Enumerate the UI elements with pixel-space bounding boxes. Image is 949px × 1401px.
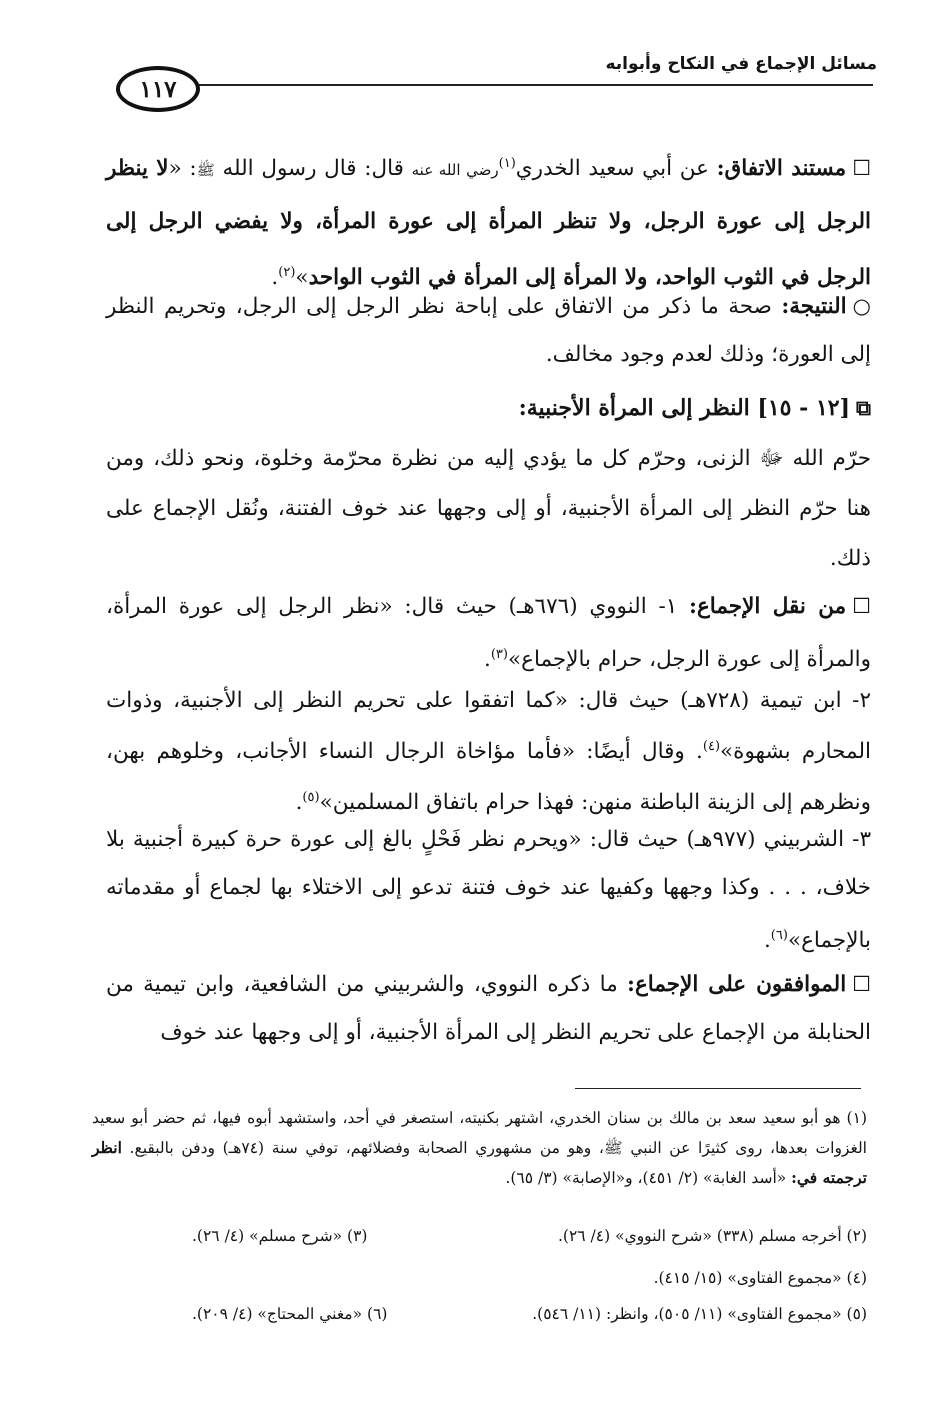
square-bullet-icon: ☐ — [852, 156, 872, 181]
text: . — [763, 928, 771, 954]
text: ١- النووي (٦٧٦هـ) حيث قال: «نظر الرجل إلى عورة المرأة، والمرأة إلى عورة الرجل، حرام بالإجماع» — [106, 594, 871, 673]
label-transmitters: من نقل الإجماع: — [689, 594, 847, 619]
footnote-ref: (١) — [498, 156, 516, 171]
text: قال: قال رسول الله — [214, 156, 412, 182]
label-agreeing: الموافقون على الإجماع: — [627, 972, 847, 997]
footnote-rule — [575, 1088, 861, 1089]
footnote-ref: (٢) — [278, 265, 296, 281]
footnote-5: (٥) «مجموع الفتاوى» (١١/ ٥٠٥)، وانظر: (١١/ ٥٤٦). — [532, 1305, 867, 1323]
text: عن أبي سعيد الخدري — [515, 156, 717, 182]
header-rule — [190, 84, 873, 86]
text: » — [295, 265, 309, 291]
honorific-icon: رضي الله عنه — [411, 161, 499, 180]
paragraph-ibn-taymiyya — [106, 678, 871, 826]
paragraph-intro: حرّم الله ﷻ الزنى، وحرّم كل ما يؤدي إليه من نظرة محرّمة وخلوة، ونحو ذلك، ومن هنا حرّم النظر إلى المرأة الأجنبية، أو إلى وجهها عند خوف الفتنة، ونُقل الإجماع على ذلك. — [106, 446, 871, 571]
text: «أسد الغابة» (٢/ ٤٥١)، و«الإصابة» (٣/ ٦٥). — [505, 1169, 792, 1187]
footnote-2: (٢) أخرجه مسلم (٣٣٨) «شرح النووي» (٤/ ٢٦). — [557, 1227, 867, 1245]
footnote-3: (٣) «شرح مسلم» (٤/ ٢٦). — [192, 1227, 368, 1245]
page-number: ١١٧ — [116, 66, 200, 112]
footnote-ref: (٣) — [490, 647, 508, 662]
circle-bullet-icon: ○ — [852, 294, 871, 318]
label-evidence: مستند الاتفاق: — [716, 156, 847, 182]
footnote-4: (٤) «مجموع الفتاوى» (١٥/ ٤١٥). — [653, 1269, 867, 1287]
footnote-ref: (٥) — [302, 790, 320, 806]
heading-text: [١٢ - ١٥] النظر إلى المرأة الأجنبية: — [518, 395, 850, 421]
footnote-6: (٦) «مغني المحتاج» (٤/ ٢٠٩). — [192, 1305, 388, 1323]
text: ما ذكره النووي، والشربيني من الشافعية، وابن تيمية من الحنابلة من الإجماع على تحريم النظر إلى المرأة الأجنبية، أو إلى وجهها عند خوف — [106, 972, 871, 1045]
hadith-text: لا ينظر الرجل إلى عورة الرجل، ولا تنظر المرأة إلى عورة المرأة، ولا يفضي الرجل إلى الرجل في الثوب الواحد، ولا المرأة إلى المرأة في الثوب الواحد — [106, 156, 871, 291]
text: : « — [168, 156, 197, 182]
running-title: مسائل الإجماع في النكاح وأبوابه — [605, 54, 877, 74]
footnote-1 — [92, 1104, 867, 1193]
footnote-row — [92, 1264, 867, 1293]
footnote-ref: (٦) — [770, 928, 788, 943]
text: . وقال أيضًا: «فأما مؤاخاة الرجال النساء الأجانب، وخلوهم بهن، ونظرهم إلى الزينة الباطنة منهن: فهذا حرام باتفاق المسلمين» — [106, 739, 871, 816]
text: ٢- ابن تيمية (٧٢٨هـ) حيث قال: «كما اتفقوا على تحريم النظر إلى الأجنبية، وذوات المحارم بشهوة» — [106, 688, 871, 765]
text: . — [271, 265, 279, 291]
square-bullet-icon: ☐ — [852, 594, 871, 618]
text: . — [483, 647, 491, 673]
label-result: النتيجة: — [781, 294, 847, 319]
text: صحة ما ذكر من الاتفاق على إباحة نظر الرجل إلى الرجل، وتحريم النظر إلى العورة؛ وذلك لعدم وجود مخالف. — [106, 294, 871, 367]
text: ٣- الشربيني (٩٧٧هـ) حيث قال: «ويحرم نظر فَحْلٍ بالغ إلى عورة حرة كبيرة أجنبية بلا خلاف، . . . وكذا وجهها وكفيها عند خوف فتنة تدعو إلى الاختلاء بها لجماع أو مقدماته بالإجماع» — [106, 827, 871, 954]
text: انظر ترجمته في: — [92, 1138, 867, 1187]
footnote-row — [92, 1300, 867, 1329]
square-bullet-icon: ☐ — [852, 972, 871, 996]
paragraph-transmitters — [106, 582, 871, 684]
honorific-icon: ﷺ — [196, 161, 215, 180]
paragraph-shirbini — [106, 816, 871, 965]
documents-icon: ⧉ — [856, 396, 871, 420]
text: . — [295, 790, 303, 816]
paragraph-agreeing — [106, 960, 871, 1057]
paragraph-result — [106, 282, 871, 379]
section-heading — [106, 385, 871, 432]
footnote-row — [92, 1222, 867, 1251]
footnote-ref: (٤) — [702, 739, 721, 754]
text: (١) هو أبو سعيد سعد بن مالك بن سنان الخدري، اشتهر بكنيته، استصغر في أحد، واستشهد أبوه فيها، ثم حضر أبو سعيد الغزوات بعدها، روى كثيرًا عن النبي ﷺ، وهو من مشهوري الصحابة وفضلائهم، توفي سنة (٧٤هـ) ودفن بالبقيع. — [92, 1109, 867, 1157]
paragraph-evidence — [106, 138, 871, 303]
